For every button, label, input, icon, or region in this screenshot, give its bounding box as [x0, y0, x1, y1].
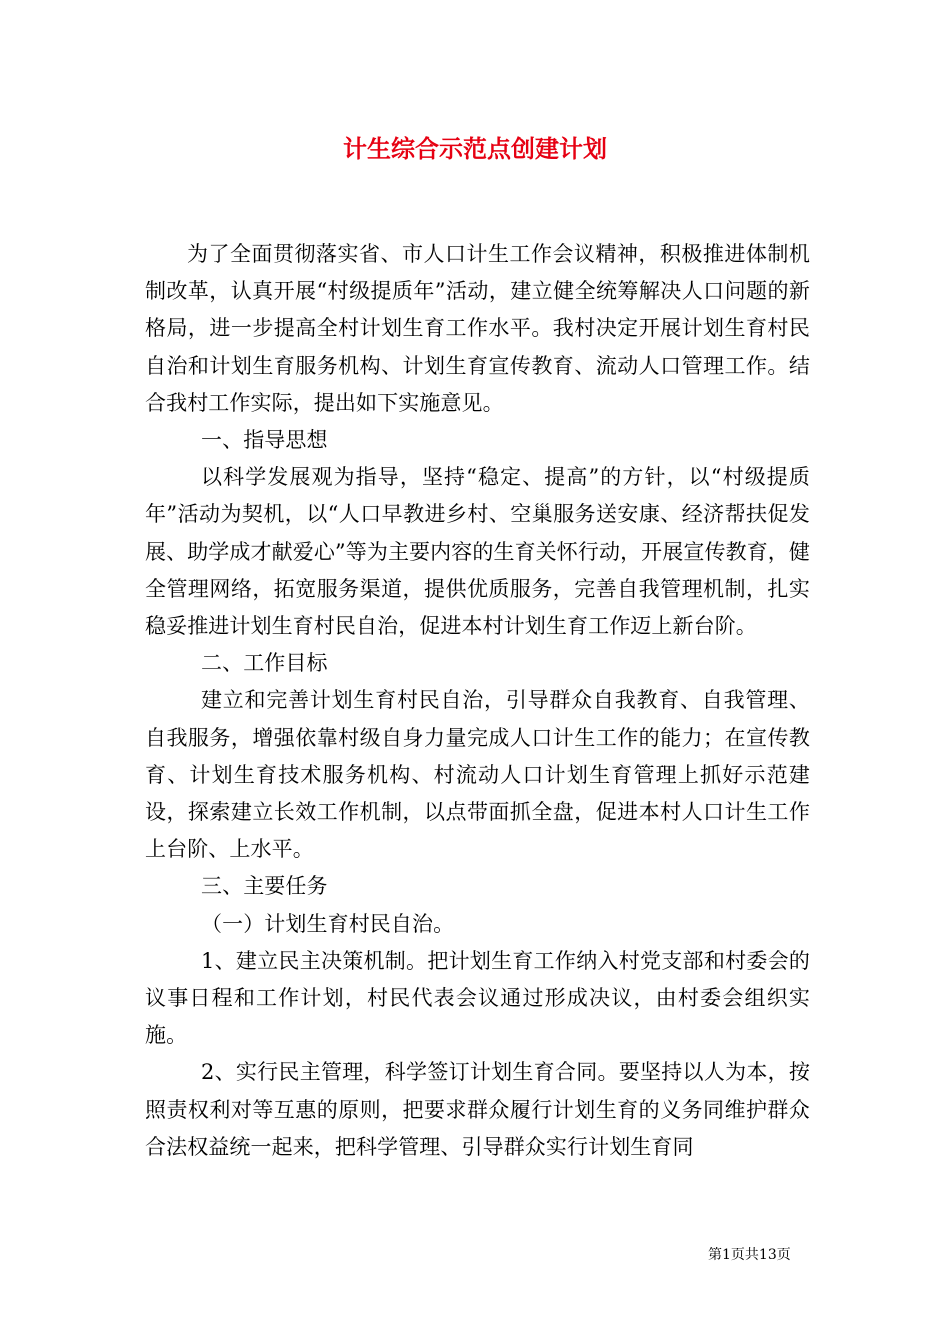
task-item-2: 2、实行民主管理，科学签订计划生育合同。要坚持以人为本，按照责权利对等互惠的原则，把要求群众履行计划生育的义务同维护群众合法权益统一起来，把科学管理、引导群众实行计划生育同	[145, 1060, 810, 1159]
document-body	[145, 236, 810, 1166]
page-number-footer: 第1页共13页	[708, 1247, 791, 1263]
section-heading-main-tasks: 三、主要任务	[201, 874, 328, 899]
work-goals-paragraph: 建立和完善计划生育村民自治，引导群众自我教育、自我管理、自我服务，增强依靠村级自身力量完成人口计生工作的能力；在宣传教育、计划生育技术服务机构、村流动人口计划生育管理上抓好示范建设，探索建立长效工作机制，以点带面抓全盘，促进本村人口计生工作上台阶、上水平。	[145, 688, 810, 862]
document-title: 计生综合示范点创建计划	[343, 134, 607, 163]
section-heading-guiding-ideology: 一、指导思想	[201, 428, 328, 453]
task-item-1: 1、建立民主决策机制。把计划生育工作纳入村党支部和村委会的议事日程和工作计划，村民代表会议通过形成决议，由村委会组织实施。	[145, 948, 810, 1048]
guiding-ideology-paragraph: 以科学发展观为指导，坚持“稳定、提高”的方针，以“村级提质年”活动为契机，以“人口早教进乡村、空巢服务送安康、经济帮扶促发展、助学成才献爱心”等为主要内容的生育关怀行动，开展宣传教育，健全管理网络，拓宽服务渠道，提供优质服务，完善自我管理机制，扎实稳妥推进计划生育村民自治，促进本村计划生育工作迈上新台阶。	[145, 465, 810, 639]
intro-paragraph: 为了全面贯彻落实省、市人口计生工作会议精神，积极推进体制机制改革，认真开展“村级提质年”活动，建立健全统筹解决人口问题的新格局，进一步提高全村计划生育工作水平。我村决定开展计划生育村民自治和计划生育服务机构、计划生育宣传教育、流动人口管理工作。结合我村工作实际，提出如下实施意见。	[145, 242, 810, 415]
section-heading-work-goals: 二、工作目标	[201, 651, 328, 676]
subsection-heading-villager-autonomy: （一）计划生育村民自治。	[201, 911, 455, 936]
